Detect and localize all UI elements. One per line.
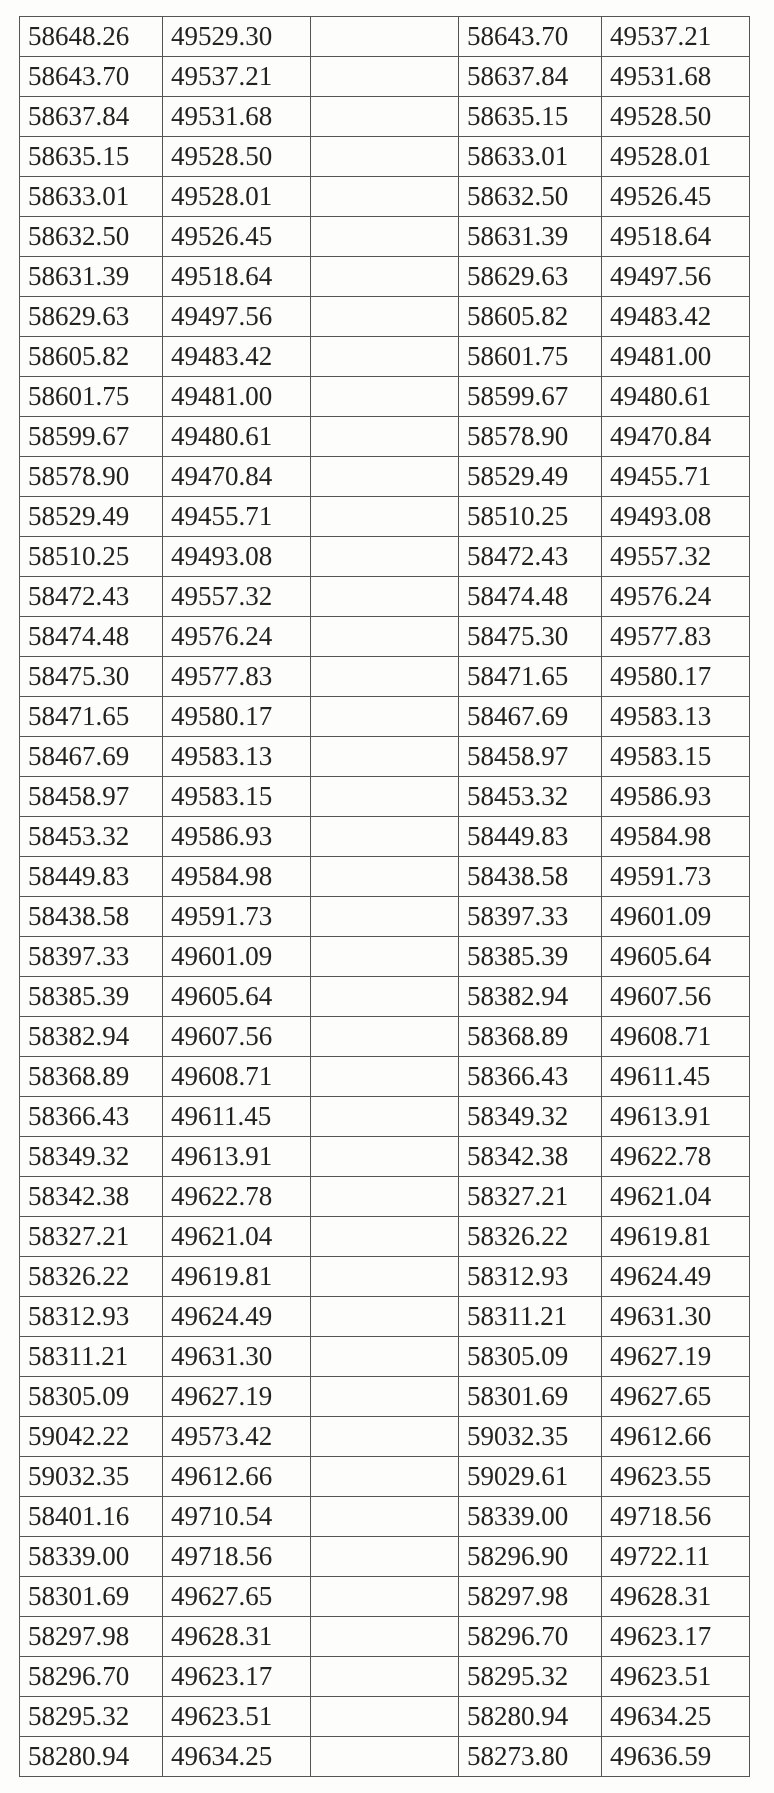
table-cell: 49455.71 [602,457,750,497]
table-cell: 58327.21 [20,1217,163,1257]
table-cell [311,1457,459,1497]
table-cell: 49573.42 [163,1417,311,1457]
table-cell: 58342.38 [459,1137,602,1177]
table-cell [311,1737,459,1777]
table-cell: 58599.67 [459,377,602,417]
table-cell [311,457,459,497]
table-cell: 49621.04 [602,1177,750,1217]
table-row [20,137,750,177]
table-cell: 58629.63 [459,257,602,297]
table-cell: 49470.84 [602,417,750,457]
table-cell [311,257,459,297]
table-cell: 58471.65 [459,657,602,697]
table-cell: 49483.42 [602,297,750,337]
table-cell: 58349.32 [20,1137,163,1177]
table-cell: 49518.64 [602,217,750,257]
table-cell: 58633.01 [20,177,163,217]
table-cell: 49611.45 [163,1097,311,1137]
table-cell: 49631.30 [163,1337,311,1377]
table-cell: 49623.51 [602,1657,750,1697]
table-cell: 58629.63 [20,297,163,337]
table-cell: 49627.65 [602,1377,750,1417]
table-cell [311,497,459,537]
table-cell: 58631.39 [20,257,163,297]
table-row [20,1177,750,1217]
table-row [20,457,750,497]
table-cell: 58326.22 [20,1257,163,1297]
table-cell: 49577.83 [163,657,311,697]
table-cell [311,697,459,737]
table-cell: 58631.39 [459,217,602,257]
table-cell: 58578.90 [459,417,602,457]
table-cell: 49580.17 [602,657,750,697]
table-cell: 49634.25 [163,1737,311,1777]
table-cell: 58401.16 [20,1497,163,1537]
table-cell: 58449.83 [20,857,163,897]
table-cell: 49722.11 [602,1537,750,1577]
table-cell: 49584.98 [163,857,311,897]
table-cell: 49480.61 [602,377,750,417]
table-cell [311,177,459,217]
table-cell: 49631.30 [602,1297,750,1337]
table-row [20,1377,750,1417]
table-cell: 58449.83 [459,817,602,857]
table-row [20,1337,750,1377]
table-cell: 49624.49 [163,1297,311,1337]
table-row [20,777,750,817]
coordinate-table [19,16,750,1777]
table-cell: 58632.50 [20,217,163,257]
table-cell: 58339.00 [459,1497,602,1537]
table-row [20,1137,750,1177]
table-row [20,1097,750,1137]
table-row [20,1057,750,1097]
table-cell [311,977,459,1017]
table-row [20,1657,750,1697]
table-row [20,1737,750,1777]
table-cell [311,577,459,617]
table-cell: 49583.15 [602,737,750,777]
table-cell: 49591.73 [602,857,750,897]
table-cell: 49601.09 [163,937,311,977]
table-cell: 49586.93 [163,817,311,857]
table-row [20,257,750,297]
table-cell [311,1497,459,1537]
table-cell: 58397.33 [20,937,163,977]
table-row [20,1217,750,1257]
table-row [20,497,750,537]
table-cell [311,1057,459,1097]
table-cell [311,1097,459,1137]
table-row [20,377,750,417]
table-row [20,857,750,897]
table-cell: 49623.17 [602,1617,750,1657]
table-cell: 49623.55 [602,1457,750,1497]
table-cell: 58643.70 [459,17,602,57]
table-cell: 49557.32 [163,577,311,617]
table-cell: 58311.21 [459,1297,602,1337]
table-cell: 49718.56 [602,1497,750,1537]
table-cell [311,537,459,577]
table-cell: 58633.01 [459,137,602,177]
table-cell [311,377,459,417]
table-cell: 58578.90 [20,457,163,497]
table-cell: 58475.30 [20,657,163,697]
table-cell: 58311.21 [20,1337,163,1377]
table-cell: 58467.69 [20,737,163,777]
table-cell [311,737,459,777]
table-cell: 58280.94 [20,1737,163,1777]
table-row [20,1257,750,1297]
table-cell [311,1177,459,1217]
table-cell: 58339.00 [20,1537,163,1577]
table-cell: 58296.70 [459,1617,602,1657]
table-cell: 58635.15 [20,137,163,177]
table-row [20,1537,750,1577]
table-cell: 49583.13 [163,737,311,777]
table-cell: 58599.67 [20,417,163,457]
table-row [20,417,750,457]
table-cell [311,1297,459,1337]
table-cell: 58467.69 [459,697,602,737]
table-cell [311,1657,459,1697]
table-cell: 49528.50 [163,137,311,177]
table-cell: 58342.38 [20,1177,163,1217]
table-cell: 58510.25 [20,537,163,577]
table-cell [311,817,459,857]
table-cell: 49583.13 [602,697,750,737]
table-cell: 58438.58 [459,857,602,897]
table-cell: 58474.48 [459,577,602,617]
table-cell: 49612.66 [602,1417,750,1457]
table-row [20,617,750,657]
table-cell: 58296.70 [20,1657,163,1697]
table-row [20,1697,750,1737]
table-row [20,817,750,857]
table-row [20,1577,750,1617]
table-cell: 58458.97 [459,737,602,777]
table-cell: 59032.35 [20,1457,163,1497]
table-cell: 49537.21 [163,57,311,97]
table-row [20,1617,750,1657]
table-cell: 49634.25 [602,1697,750,1737]
table-cell: 49518.64 [163,257,311,297]
table-cell: 59042.22 [20,1417,163,1457]
table-cell [311,1577,459,1617]
table-cell: 58305.09 [20,1377,163,1417]
table-cell: 49531.68 [163,97,311,137]
table-row [20,177,750,217]
table-cell [311,1537,459,1577]
table-cell: 49557.32 [602,537,750,577]
table-cell: 59032.35 [459,1417,602,1457]
table-row [20,937,750,977]
table-cell [311,857,459,897]
table-cell: 58326.22 [459,1217,602,1257]
table-cell: 49628.31 [602,1577,750,1617]
table-cell [311,17,459,57]
table-cell: 58453.32 [20,817,163,857]
table-row [20,897,750,937]
table-cell: 58297.98 [20,1617,163,1657]
table-cell: 58280.94 [459,1697,602,1737]
table-row [20,1457,750,1497]
table-cell: 58510.25 [459,497,602,537]
table-cell: 49529.30 [163,17,311,57]
table-cell: 49497.56 [163,297,311,337]
table-cell: 49627.19 [163,1377,311,1417]
table-cell: 49605.64 [163,977,311,1017]
table-cell: 58635.15 [459,97,602,137]
table-cell: 49493.08 [163,537,311,577]
table-cell: 58637.84 [20,97,163,137]
table-cell: 58297.98 [459,1577,602,1617]
table-cell: 58605.82 [459,297,602,337]
table-cell: 49624.49 [602,1257,750,1297]
table-cell: 58397.33 [459,897,602,937]
table-cell: 58382.94 [20,1017,163,1057]
table-cell: 58529.49 [459,457,602,497]
table-cell [311,1137,459,1177]
table-row [20,977,750,1017]
table-cell: 58366.43 [20,1097,163,1137]
table-cell: 49611.45 [602,1057,750,1097]
table-cell: 49580.17 [163,697,311,737]
table-cell: 58632.50 [459,177,602,217]
table-cell: 49607.56 [163,1017,311,1057]
table-cell: 58368.89 [20,1057,163,1097]
table-cell: 49470.84 [163,457,311,497]
table-cell [311,617,459,657]
table-cell [311,217,459,257]
table-cell: 49621.04 [163,1217,311,1257]
table-cell: 49607.56 [602,977,750,1017]
table-cell: 49577.83 [602,617,750,657]
table-row [20,1497,750,1537]
table-cell: 49497.56 [602,257,750,297]
table-cell: 49528.01 [602,137,750,177]
table-cell: 58349.32 [459,1097,602,1137]
table-row [20,537,750,577]
table-cell: 49526.45 [602,177,750,217]
table-cell: 59029.61 [459,1457,602,1497]
table-cell: 49483.42 [163,337,311,377]
table-cell [311,1257,459,1297]
table-cell: 58471.65 [20,697,163,737]
table-row [20,657,750,697]
table-cell: 49612.66 [163,1457,311,1497]
table-cell: 49455.71 [163,497,311,537]
coordinate-table-body [20,17,750,1777]
table-cell: 49636.59 [602,1737,750,1777]
table-row [20,1417,750,1457]
table-cell: 58438.58 [20,897,163,937]
table-cell: 58273.80 [459,1737,602,1777]
table-row [20,1297,750,1337]
table-row [20,97,750,137]
table-cell: 58301.69 [459,1377,602,1417]
table-cell: 58458.97 [20,777,163,817]
table-cell: 49493.08 [602,497,750,537]
table-cell [311,1017,459,1057]
table-row [20,737,750,777]
table-cell: 58385.39 [459,937,602,977]
table-row [20,17,750,57]
table-cell: 58529.49 [20,497,163,537]
table-cell: 49481.00 [163,377,311,417]
table-cell: 58643.70 [20,57,163,97]
table-row [20,1017,750,1057]
table-cell: 58453.32 [459,777,602,817]
table-cell: 58474.48 [20,617,163,657]
table-cell [311,97,459,137]
table-cell [311,657,459,697]
table-cell: 49480.61 [163,417,311,457]
table-cell [311,1697,459,1737]
table-cell [311,1617,459,1657]
table-cell: 49584.98 [602,817,750,857]
table-cell: 58368.89 [459,1017,602,1057]
table-cell [311,297,459,337]
table-cell: 58472.43 [459,537,602,577]
table-cell: 49576.24 [163,617,311,657]
table-cell: 49619.81 [163,1257,311,1297]
table-cell: 49528.50 [602,97,750,137]
table-cell: 49583.15 [163,777,311,817]
table-cell [311,57,459,97]
table-cell: 49622.78 [163,1177,311,1217]
table-cell: 49718.56 [163,1537,311,1577]
table-cell: 49601.09 [602,897,750,937]
table-cell: 58472.43 [20,577,163,617]
table-cell [311,1377,459,1417]
table-cell: 49526.45 [163,217,311,257]
table-cell: 58637.84 [459,57,602,97]
table-cell: 49608.71 [163,1057,311,1097]
table-cell: 58327.21 [459,1177,602,1217]
table-cell: 49531.68 [602,57,750,97]
table-cell: 49591.73 [163,897,311,937]
table-cell: 58296.90 [459,1537,602,1577]
table-cell: 49528.01 [163,177,311,217]
table-cell: 58295.32 [459,1657,602,1697]
table-cell: 58295.32 [20,1697,163,1737]
table-cell [311,1417,459,1457]
table-cell: 49627.19 [602,1337,750,1377]
table-cell [311,417,459,457]
table-cell: 58601.75 [20,377,163,417]
table-cell [311,1217,459,1257]
table-cell [311,137,459,177]
table-cell: 58305.09 [459,1337,602,1377]
table-cell: 58648.26 [20,17,163,57]
table-cell: 58605.82 [20,337,163,377]
table-cell: 49576.24 [602,577,750,617]
table-cell: 49605.64 [602,937,750,977]
table-cell [311,897,459,937]
table-row [20,217,750,257]
table-cell [311,777,459,817]
table-cell: 49623.51 [163,1697,311,1737]
table-cell [311,937,459,977]
table-cell: 49608.71 [602,1017,750,1057]
table-cell [311,1337,459,1377]
table-cell: 58301.69 [20,1577,163,1617]
table-cell: 58601.75 [459,337,602,377]
table-cell: 49623.17 [163,1657,311,1697]
table-cell: 49613.91 [163,1137,311,1177]
table-cell: 58475.30 [459,617,602,657]
table-cell: 49619.81 [602,1217,750,1257]
table-cell: 49622.78 [602,1137,750,1177]
table-cell [311,337,459,377]
table-cell: 58312.93 [20,1297,163,1337]
table-row [20,337,750,377]
table-row [20,697,750,737]
table-cell: 49710.54 [163,1497,311,1537]
table-row [20,57,750,97]
table-cell: 58312.93 [459,1257,602,1297]
table-row [20,297,750,337]
table-cell: 49586.93 [602,777,750,817]
table-row [20,577,750,617]
table-cell: 49537.21 [602,17,750,57]
table-cell: 49627.65 [163,1577,311,1617]
table-cell: 58385.39 [20,977,163,1017]
table-cell: 58382.94 [459,977,602,1017]
table-cell: 49628.31 [163,1617,311,1657]
table-cell: 49481.00 [602,337,750,377]
table-cell: 58366.43 [459,1057,602,1097]
table-cell: 49613.91 [602,1097,750,1137]
